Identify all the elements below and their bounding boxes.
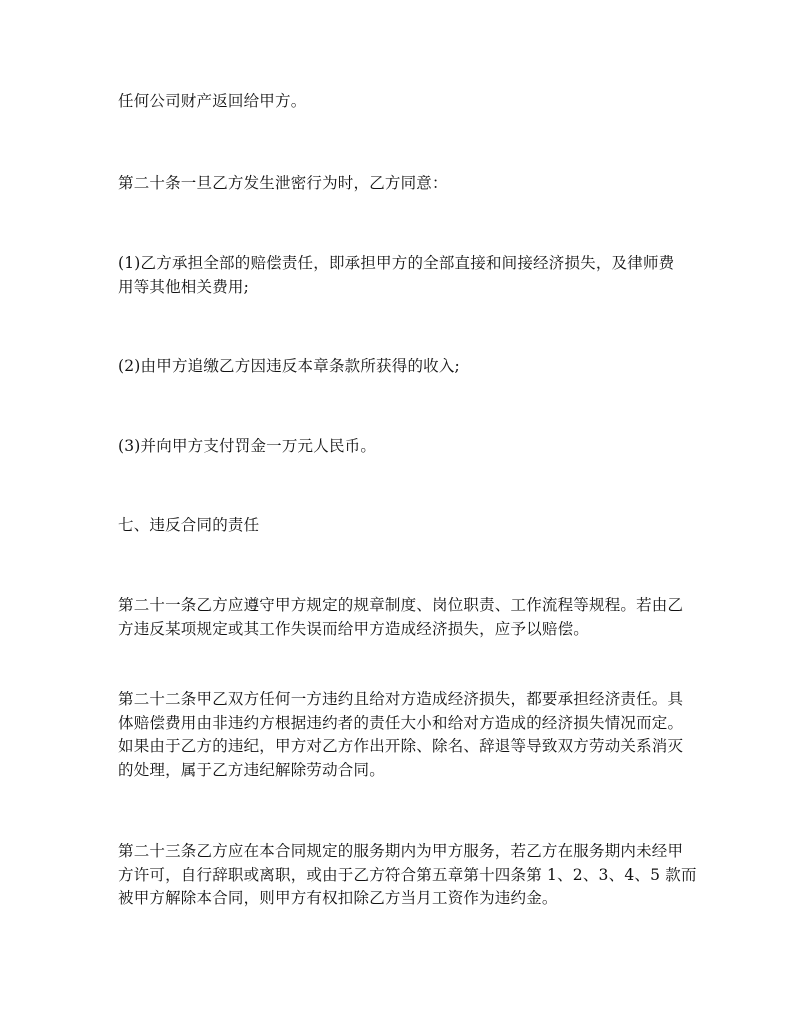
text-line: 第二十一条乙方应遵守甲方规定的规章制度、岗位职责、工作流程等规程。若由乙: [118, 596, 684, 614]
text-line: (1)乙方承担全部的赔偿责任，即承担甲方的全部直接和间接经济损失，及律师费: [118, 254, 675, 272]
text-line: 体赔偿费用由非违约方根据违约者的责任大小和给对方造成的经济损失情况而定。: [118, 713, 684, 732]
text-line: 的处理，属于乙方违纪解除劳动合同。: [118, 760, 385, 779]
paragraph-article-22: [118, 688, 686, 782]
text-line: 用等其他相关费用;: [118, 277, 250, 296]
text-line: (3)并向甲方支付罚金一万元人民币。: [118, 437, 377, 455]
text-line: 第二十二条甲乙双方任何一方违约且给对方造成经济损失，都要承担经济责任。具: [118, 690, 684, 708]
text-line: 第二十条一旦乙方发生泄密行为时，乙方同意：: [118, 174, 448, 192]
text-line: (2)由甲方追缴乙方因违反本章条款所获得的收入;: [118, 357, 460, 375]
paragraph-article-23: [118, 840, 697, 911]
section-heading-breach-liability: [118, 514, 686, 538]
text-line: 被甲方解除本合同，则甲方有权扣除乙方当月工资作为违约金。: [118, 889, 558, 907]
text-line: 第二十三条乙方应在本合同规定的服务期内为甲方服务，若乙方在服务期内未经甲: [118, 842, 684, 860]
text-line: 方许可，自行辞职或离职，或由于乙方符合第五章第十四条第 1、2、3、4、5 款而: [118, 865, 697, 884]
text-line: 如果由于乙方的违纪，甲方对乙方作出开除、除名、辞退等导致双方劳动关系消灭: [118, 737, 684, 755]
paragraph-clause-1: [118, 252, 686, 299]
paragraph-article-21: [118, 594, 686, 641]
text-line: 方违反某项规定或其工作失误而给甲方造成经济损失，应予以赔偿。: [118, 619, 590, 638]
text-line: 七、违反合同的责任: [118, 516, 260, 534]
paragraph-property-return: [118, 90, 686, 114]
paragraph-clause-3: [118, 435, 686, 459]
paragraph-article-20: [118, 172, 686, 196]
text-line: 任何公司财产返回给甲方。: [118, 92, 307, 110]
paragraph-clause-2: [118, 355, 686, 379]
